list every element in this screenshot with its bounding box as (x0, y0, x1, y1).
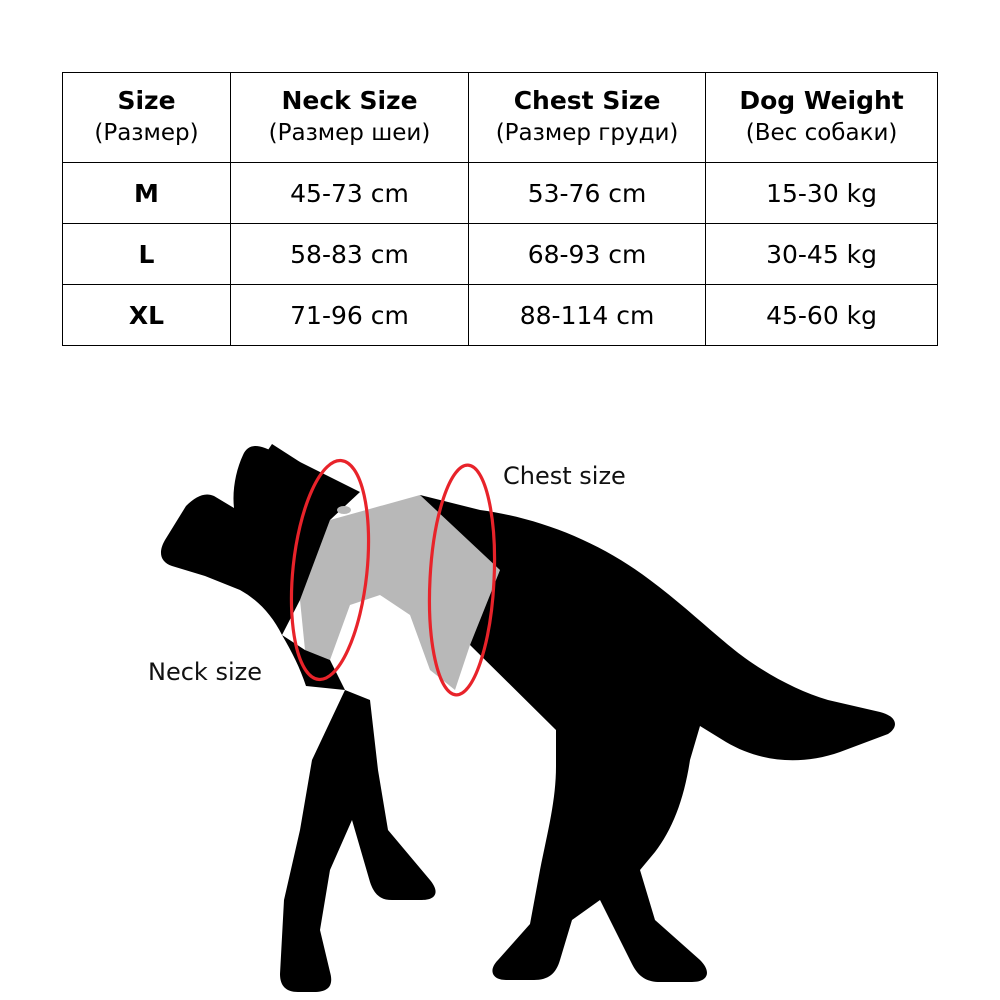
size-chart-table-container (62, 72, 938, 346)
size-chart-table (62, 72, 938, 346)
cell-neck: 58-83 cm (231, 224, 469, 285)
column-header-size (63, 73, 231, 163)
column-header-dog-weight-sub: (Вес собаки) (745, 120, 898, 146)
column-header-chest-size (469, 73, 706, 163)
cell-size: M (63, 163, 231, 224)
column-header-neck-size-main: Neck Size (281, 86, 418, 115)
cell-weight: 15-30 kg (706, 163, 938, 224)
neck-size-label: Neck size (148, 658, 262, 686)
column-header-dog-weight-main: Dog Weight (739, 86, 904, 115)
cell-weight: 30-45 kg (706, 224, 938, 285)
table-row (63, 163, 938, 224)
cell-size: XL (63, 285, 231, 346)
chest-size-label: Chest size (503, 462, 626, 490)
column-header-chest-size-sub: (Размер груди) (495, 120, 679, 146)
column-header-dog-weight (706, 73, 938, 163)
cell-chest: 68-93 cm (469, 224, 706, 285)
column-header-neck-size (231, 73, 469, 163)
column-header-size-sub: (Размер) (94, 120, 199, 146)
cell-weight: 45-60 kg (706, 285, 938, 346)
dog-eye (337, 506, 351, 514)
table-header-row (63, 73, 938, 163)
dog-measurement-diagram (0, 400, 1000, 1000)
column-header-size-main: Size (117, 86, 176, 115)
cell-chest: 88-114 cm (469, 285, 706, 346)
table-row (63, 224, 938, 285)
column-header-chest-size-main: Chest Size (513, 86, 661, 115)
column-header-neck-size-sub: (Размер шеи) (268, 120, 431, 146)
table-row (63, 285, 938, 346)
cell-size: L (63, 224, 231, 285)
dog-silhouette (161, 444, 895, 992)
dog-diagram-svg (0, 400, 1000, 1000)
cell-neck: 71-96 cm (231, 285, 469, 346)
cell-chest: 53-76 cm (469, 163, 706, 224)
cell-neck: 45-73 cm (231, 163, 469, 224)
